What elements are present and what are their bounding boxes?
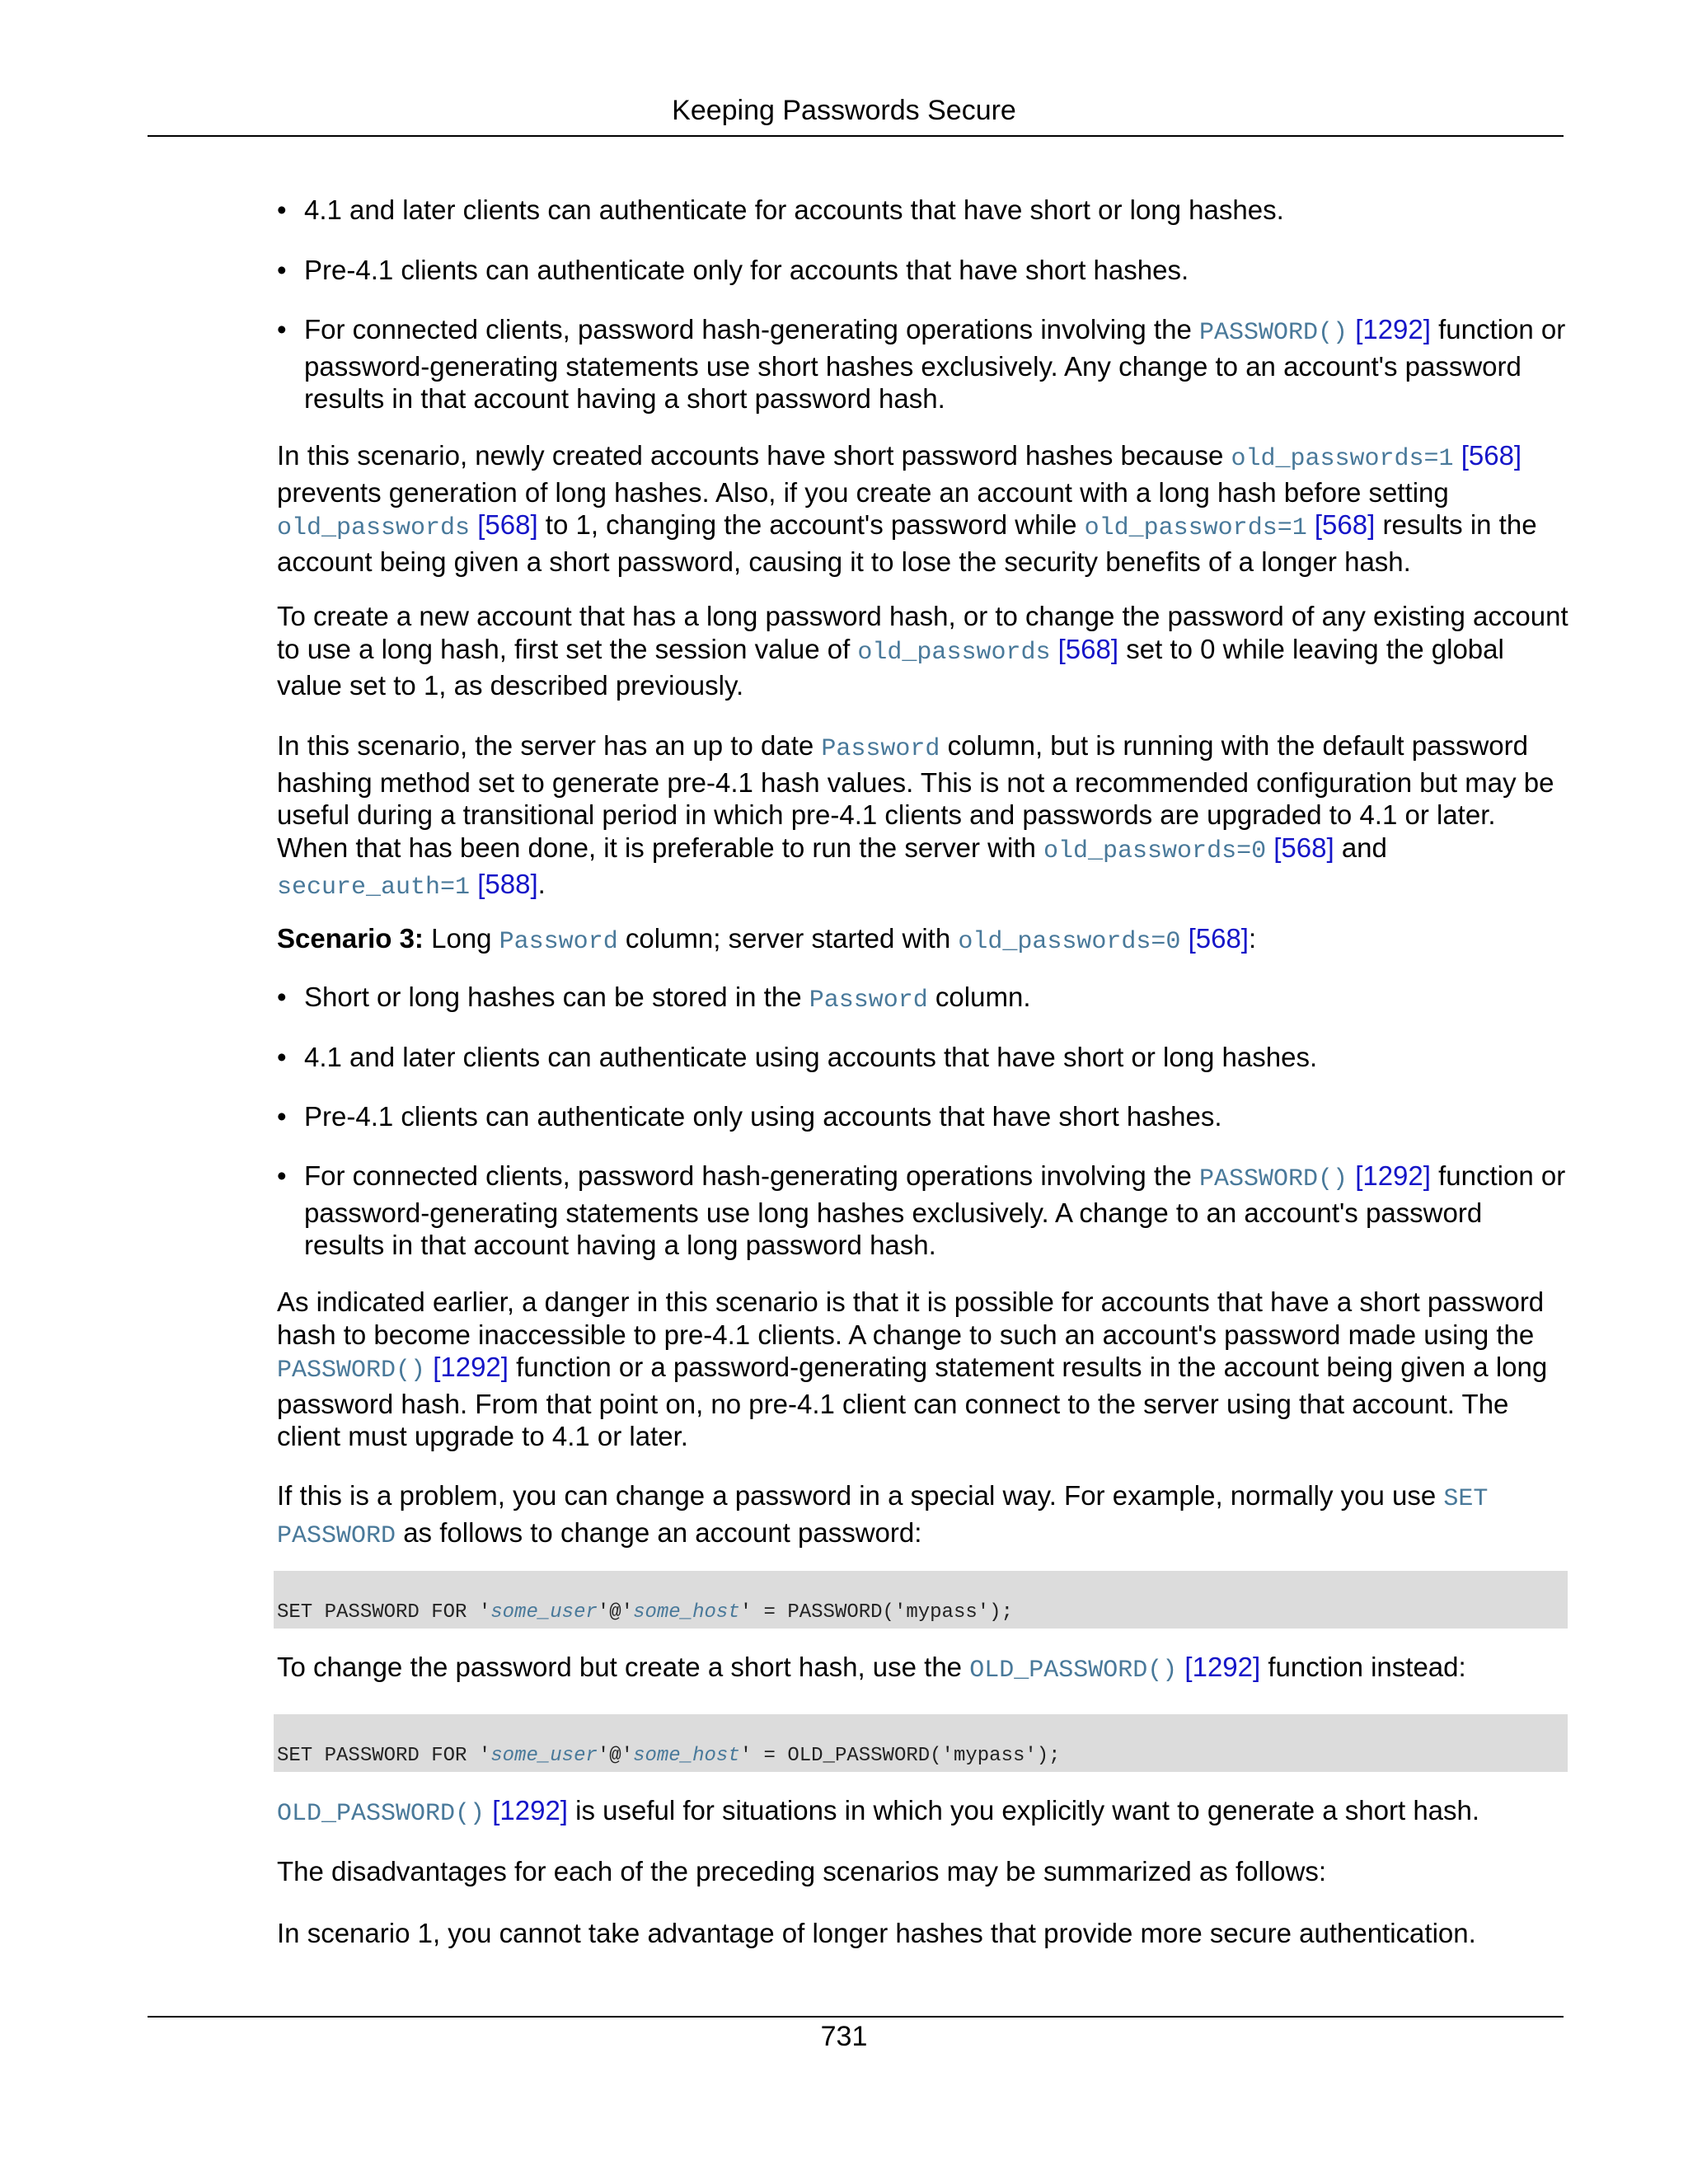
bullet-item bbox=[277, 1160, 1569, 1262]
paragraph-text: set to 0 while leaving the global value set to 1, as described previously. bbox=[277, 633, 1504, 701]
paragraph-text: Long bbox=[423, 923, 499, 954]
bullet-item bbox=[277, 254, 1569, 287]
paragraph-text: In scenario 1, you cannot take advantage of longer hashes that provide more secure authentication. bbox=[277, 1918, 1476, 1948]
code-text: SET PASSWORD FOR ' bbox=[277, 1601, 491, 1624]
bullet-item bbox=[277, 981, 1569, 1018]
paragraph-text: To change the password but create a short hash, use the bbox=[277, 1652, 970, 1682]
ref-link-1292[interactable]: [1292] bbox=[1355, 314, 1431, 344]
paragraph-text: and bbox=[1334, 832, 1387, 863]
paragraph-text: to 1, changing the account's password while bbox=[537, 509, 1085, 540]
code-term-old-passwords: old_passwords bbox=[857, 638, 1051, 667]
bullet-text: For connected clients, password hash-generating operations involving the bbox=[304, 314, 1199, 344]
bullet-marker: • bbox=[277, 982, 287, 1012]
paragraph bbox=[277, 1794, 1569, 1831]
ref-link-1292[interactable]: [1292] bbox=[1184, 1652, 1261, 1682]
code-term-password-fn: PASSWORD() bbox=[1198, 319, 1348, 347]
code-placeholder-host: some_host bbox=[633, 1745, 740, 1767]
ref-link-1292[interactable]: [1292] bbox=[1355, 1160, 1431, 1191]
scenario-label: Scenario 3: bbox=[277, 923, 424, 954]
code-text: '@' bbox=[597, 1601, 634, 1624]
bullet-item bbox=[277, 194, 1569, 227]
paragraph-text: is useful for situations in which you explicitly want to generate a short hash. bbox=[567, 1795, 1480, 1825]
ref-link-568[interactable]: [568] bbox=[477, 509, 538, 540]
code-line bbox=[277, 1745, 1061, 1767]
bullet-marker: • bbox=[277, 255, 287, 285]
paragraph-text: As indicated earlier, a danger in this scenario is that it is possible for accounts that have a short password hash to become inaccessible to pre-4.1 clients. A change to such an account's password made using the bbox=[277, 1286, 1545, 1350]
code-term-old-passwords-1: old_passwords=1 bbox=[1231, 445, 1454, 473]
ref-link-1292[interactable]: [1292] bbox=[492, 1795, 568, 1825]
header-rule bbox=[148, 135, 1564, 137]
ref-link-568[interactable]: [568] bbox=[1273, 832, 1334, 863]
code-block bbox=[274, 1714, 1568, 1772]
code-term-set-password: SET PASSWORD bbox=[277, 1485, 1489, 1550]
code-term-old-password-fn: OLD_PASSWORD() bbox=[277, 1800, 485, 1828]
code-term-old-passwords-0: old_passwords=0 bbox=[1043, 837, 1267, 865]
bullet-item bbox=[277, 313, 1569, 415]
code-text: ' = PASSWORD('mypass'); bbox=[739, 1601, 1013, 1624]
bullet-text: 4.1 and later clients can authenticate using accounts that have short or long hashes. bbox=[304, 1042, 1318, 1072]
code-term-password-fn: PASSWORD() bbox=[277, 1357, 426, 1385]
paragraph-text: In this scenario, newly created accounts have short password hashes because bbox=[277, 440, 1231, 471]
paragraph bbox=[277, 1479, 1569, 1553]
bullet-item bbox=[277, 1100, 1569, 1133]
code-term-password-fn: PASSWORD() bbox=[1198, 1165, 1348, 1193]
bullet-marker: • bbox=[277, 1101, 287, 1132]
bullet-text: Pre-4.1 clients can authenticate only for accounts that have short hashes. bbox=[304, 255, 1189, 285]
code-text: SET PASSWORD FOR ' bbox=[277, 1745, 491, 1767]
ref-link-588[interactable]: [588] bbox=[477, 869, 538, 899]
bullet-text: For connected clients, password hash-generating operations involving the bbox=[304, 1160, 1199, 1191]
bullet-text: 4.1 and later clients can authenticate for accounts that have short or long hashes. bbox=[304, 194, 1284, 225]
paragraph-text: column; server started with bbox=[617, 923, 959, 954]
ref-link-1292[interactable]: [1292] bbox=[433, 1352, 509, 1382]
bullet-item bbox=[277, 1041, 1569, 1074]
code-term-password-column: Password bbox=[809, 987, 928, 1015]
page-number: 731 bbox=[820, 2021, 868, 2052]
ref-link-568[interactable]: [568] bbox=[1188, 923, 1249, 954]
paragraph bbox=[277, 1855, 1569, 1888]
paragraph-text: results in the account being given a short password, causing it to lose the security benefits of a longer hash. bbox=[277, 509, 1537, 577]
paragraph-text: : bbox=[1248, 923, 1257, 954]
ref-link-568[interactable]: [568] bbox=[1314, 509, 1376, 540]
code-term-password-column: Password bbox=[821, 735, 940, 763]
paragraph-text: prevents generation of long hashes. Also, if you create an account with a long hash before setting bbox=[277, 476, 1449, 508]
paragraph-text: In this scenario, the server has an up to date bbox=[277, 730, 822, 761]
paragraph-text: column, but is running with the default password hashing method set to generate pre-4.1 hash values. This is not a recommended configuration but may be useful during a transitional period in which pre-4.1 clients and passwords are upgraded to 4.1 or later. When that has been done, it is preferable to run the server with bbox=[277, 730, 1554, 863]
bullet-marker: • bbox=[277, 1160, 287, 1191]
scenario-heading bbox=[277, 922, 1569, 959]
paragraph bbox=[277, 600, 1569, 702]
paragraph bbox=[277, 439, 1569, 578]
paragraph bbox=[277, 1286, 1569, 1453]
code-term-old-passwords: old_passwords bbox=[277, 514, 471, 542]
paragraph-text: . bbox=[537, 869, 546, 899]
bullet-text: column. bbox=[927, 982, 1031, 1012]
paragraph-text: as follows to change an account password: bbox=[396, 1516, 922, 1548]
footer-rule bbox=[148, 2016, 1564, 2018]
code-term-password-column: Password bbox=[499, 928, 618, 956]
code-term-secure-auth-1: secure_auth=1 bbox=[277, 874, 471, 902]
bullet-text: function or password-generating statements use short hashes exclusively. Any change to an account's password results in that account having a short password hash. bbox=[304, 314, 1566, 414]
code-block bbox=[274, 1571, 1568, 1629]
code-placeholder-user: some_user bbox=[490, 1601, 598, 1624]
paragraph-text: To create a new account that has a long password hash, or to change the password of any existing account to use a long hash, first set the session value of bbox=[277, 601, 1568, 664]
paragraph bbox=[277, 729, 1569, 905]
bullet-text: function or password-generating statements use long hashes exclusively. A change to an account's password results in that account having a long password hash. bbox=[304, 1160, 1566, 1260]
paragraph bbox=[277, 1917, 1569, 1950]
ref-link-568[interactable]: [568] bbox=[1057, 633, 1119, 664]
code-text: ' = OLD_PASSWORD('mypass'); bbox=[739, 1745, 1061, 1767]
code-line bbox=[277, 1601, 1013, 1624]
code-term-old-passwords-0: old_passwords=0 bbox=[958, 928, 1181, 956]
page-header-title: Keeping Passwords Secure bbox=[672, 95, 1016, 126]
paragraph-text: function instead: bbox=[1260, 1652, 1466, 1682]
paragraph bbox=[277, 1651, 1569, 1688]
code-term-old-passwords-1: old_passwords=1 bbox=[1084, 514, 1307, 542]
bullet-text: Short or long hashes can be stored in the bbox=[304, 982, 809, 1012]
bullet-marker: • bbox=[277, 314, 287, 344]
bullet-marker: • bbox=[277, 1042, 287, 1072]
code-text: '@' bbox=[597, 1745, 634, 1767]
bullet-marker: • bbox=[277, 194, 287, 225]
bullet-text: Pre-4.1 clients can authenticate only using accounts that have short hashes. bbox=[304, 1101, 1222, 1132]
paragraph-text: If this is a problem, you can change a password in a special way. For example, normally you use bbox=[277, 1480, 1444, 1511]
ref-link-568[interactable]: [568] bbox=[1461, 440, 1522, 471]
paragraph-text: function or a password-generating statement results in the account being given a long password hash. From that point on, no pre-4.1 client can connect to the server using that account. The client must upgrade to 4.1 or later. bbox=[277, 1352, 1548, 1451]
code-placeholder-user: some_user bbox=[490, 1745, 598, 1767]
code-placeholder-host: some_host bbox=[633, 1601, 740, 1624]
paragraph-text: The disadvantages for each of the preceding scenarios may be summarized as follows: bbox=[277, 1856, 1326, 1886]
code-term-old-password-fn: OLD_PASSWORD() bbox=[969, 1657, 1178, 1685]
